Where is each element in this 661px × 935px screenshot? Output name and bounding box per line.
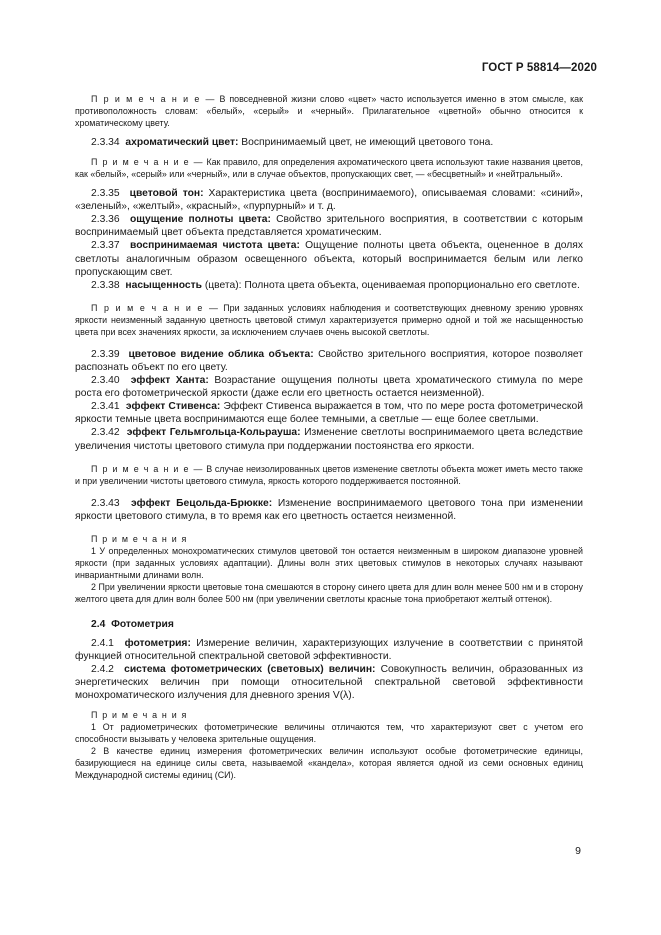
note-text: Как правило, для определения ахроматического цвета используют такие названия цветов, как «белый», «серый» или «черный», или в случае объектов, пропускающих свет, — «бесцветный» и «нейтральный». [75,157,583,180]
note-color-usage [75,93,583,129]
term-name: цветовое видение облика объекта: [128,348,314,360]
term-definition: Свойство зрительного восприятия, которое позволяет распознать объект по его цвету. [75,348,583,373]
note-item-2: 2 В качестве единиц измерения фотометрических величин используют особые фотометрические единицы, базирующиеся на единице силы света, называемой «кандела», которая является одной из семи основных единиц Международной системы единиц (СИ). [75,746,583,781]
term-name: ощущение полноты цвета: [129,214,271,226]
term-name: эффект Бецольда-Брюкке: [130,497,273,509]
term-name: эффект Ханта: [130,375,209,387]
notes-title: П р и м е ч а н и я [91,710,188,721]
term-number: 2.3.43 [91,497,120,509]
term-definition: Совокупность величин, образованных из энергетических величин при помощи относительной спектральной световой эффективности монохроматического излучения для дневного зрения V(λ). [75,663,584,702]
section-number: 2.4 [91,618,106,630]
page-number: 9 [575,845,581,857]
term-definition: Изменение воспринимаемого цветового тона при изменении яркости цветового стимула, в то время как его цветность остается неизменной. [75,497,583,522]
term-name: цветовой тон: [129,188,204,200]
term-2-3-39 [75,348,583,374]
term-2-3-43 [75,497,583,523]
term-name: ахроматический цвет: [125,137,239,148]
term-number: 2.3.35 [91,188,120,200]
term-name: насыщенность [125,279,202,291]
note-item-1: 1 От радиометрических фотометрические величины отличаются тем, что характеризуют свет с учетом его способности вызывать у человека зрительные ощущения. [75,722,583,745]
note-text: В случае неизолированных цветов изменение светлоты объекта может иметь место также и при увеличении чистоты цветового стимула, яркость которого поддерживается постоянной. [75,463,583,486]
term-2-3-34 [75,136,583,149]
term-2-3-38 [75,279,583,292]
note-achromatic [75,156,583,180]
term-number: 2.3.39 [91,348,120,360]
term-definition: Ощущение полноты цвета объекта, оцененное в долях светлоты аналогичным образом освещенного объекта, который воспринимается белым или легко пропускающим свет. [75,240,583,278]
term-number: 2.3.36 [91,214,120,226]
note-label: П р и м е ч а н и е — [91,94,216,104]
note-text: В повседневной жизни слово «цвет» часто используется именно в этом смысле, как противоположность словам: «белый», «серый» и «черный». Прилагательное «цветной» обычно относится к хроматическому цвету. [75,94,583,128]
term-2-3-40 [75,374,583,400]
term-2-4-2 [75,663,583,702]
term-definition: Эффект Стивенса выражается в том, что по мере роста фотометрической яркости темные цвета воспринимаются еще более темными, а светлые — еще более светлыми. [75,401,583,426]
term-number: 2.4.1 [91,637,114,649]
term-name: эффект Стивенса: [125,401,221,413]
term-definition: Изменение светлоты воспринимаемого цвета вследствие увеличения чистоты цветового стимула при поддержании постоянства его яркости. [75,427,583,452]
section-title: Фотометрия [111,618,174,630]
term-name: эффект Гельмгольца-Кольрауша: [126,427,301,439]
page-content [75,93,583,781]
document-id-header: ГОСТ Р 58814—2020 [481,62,597,74]
term-2-3-37 [75,239,583,278]
note-label: П р и м е ч а н и е — [91,302,220,313]
note-non-isolated [75,463,583,487]
term-number: 2.3.40 [91,375,120,387]
term-2-3-36 [75,213,583,239]
term-number: 2.4.2 [91,663,114,675]
note-label: П р и м е ч а н и е — [91,463,204,474]
term-number: 2.3.42 [91,427,120,439]
note-text: При заданных условиях наблюдения и соответствующих дневному зрению уровнях яркости неизменный заданную цветность цветовой стимул характеризуется примерно одной и той же насыщенностью цвета при всех значениях яркости, за исключением случаев очень высокой светлоты. [75,302,583,337]
term-name: система фотометрических (световых) величин: [124,663,376,675]
section-heading [75,619,583,630]
note-saturation [75,302,583,338]
term-number: 2.3.34 [91,137,120,148]
term-definition: Характеристика цвета (воспринимаемого), описываемая словами: «синий», «зеленый», «желтый», «красный», «пурпурный» и т. д. [75,188,583,213]
term-number: 2.3.38 [91,279,120,291]
term-definition: (цвета): Полнота цвета объекта, оцениваемая пропорционально его светлоте. [201,279,580,291]
term-2-4-1 [75,637,583,663]
term-name: фотометрия: [124,637,191,649]
term-2-3-42 [75,426,583,452]
term-2-3-35 [75,187,583,213]
term-definition: Измерение величин, характеризующих излучение в соответствии с принятой функцией относительной спектральной световой эффективности. [75,637,583,662]
note-item-1: 1 У определенных монохроматических стимулов цветовой тон остается неизменным в широком диапазоне уровней яркости (при заданных условиях адаптации). Длины волн этих цветовых стимулов в некоторых случаях называют инвариантными длинами волн. [75,545,583,580]
term-name: воспринимаемая чистота цвета: [130,240,300,252]
term-2-3-41 [75,400,583,426]
note-item-2: 2 При увеличении яркости цветовые тона смешаются в сторону синего цвета для длин волн менее 500 нм и в сторону желтого цвета для длин волн более 500 нм (при увеличении светлоты красные тона приобретают желтый оттенок). [75,581,583,604]
note-label: П р и м е ч а н и е — [91,157,204,168]
notes-title: П р и м е ч а н и я [91,533,188,544]
term-definition: Возрастание ощущения полноты цвета хроматического стимула по мере роста его фотометрической яркости (даже если его цветность остается неизменной). [75,375,583,400]
term-number: 2.3.41 [91,401,120,413]
term-definition: Воспринимаемый цвет, не имеющий цветового тона. [238,137,494,148]
term-number: 2.3.37 [91,240,120,252]
term-definition: Свойство зрительного восприятия, в соответствии с которым воспринимаемый цвет объекта представляется хроматическим. [75,214,583,239]
